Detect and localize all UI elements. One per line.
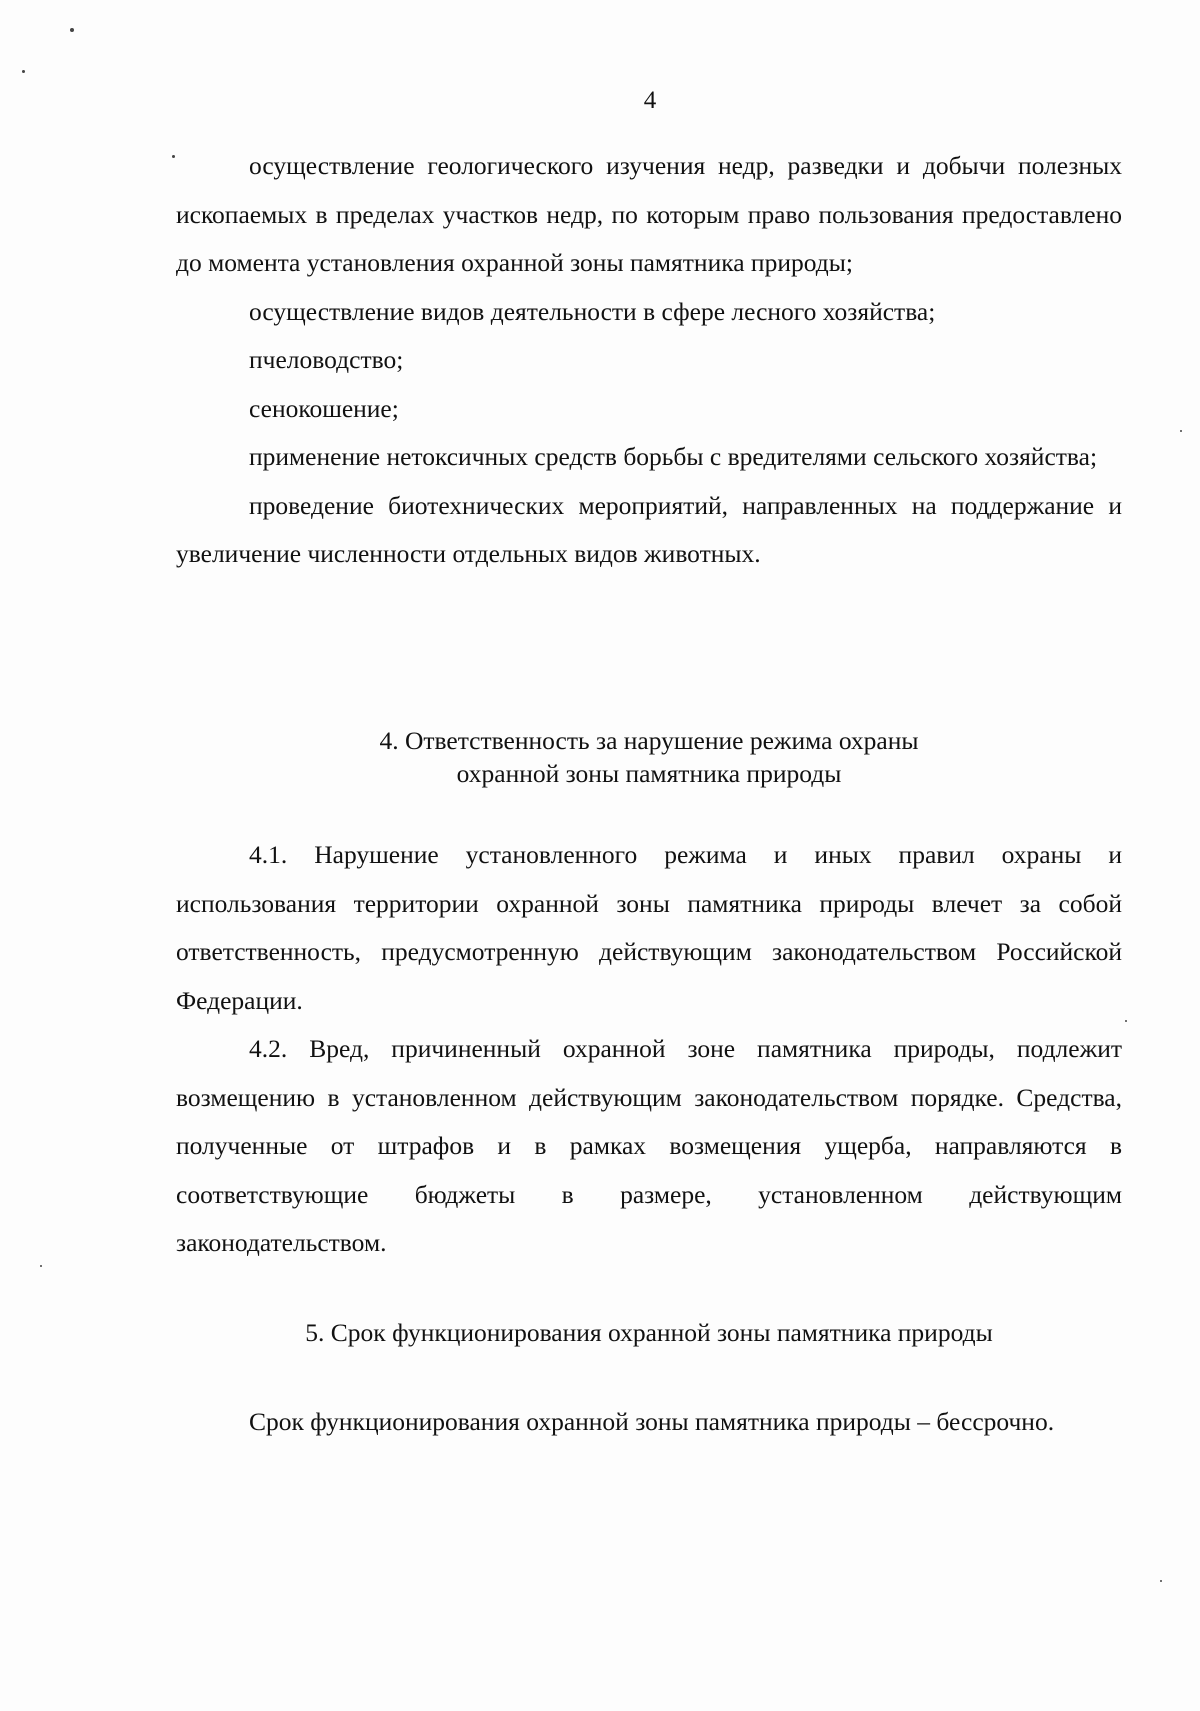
list-item: пчеловодство; bbox=[249, 345, 404, 374]
scan-speck bbox=[172, 155, 175, 158]
page-number: 4 bbox=[643, 87, 657, 114]
section4-heading-line1: 4. Ответственность за нарушение режима охраны bbox=[379, 726, 919, 755]
section4-body bbox=[176, 831, 1122, 1268]
section5-heading-line: 5. Срок функционирования охранной зоны памятника природы bbox=[305, 1318, 993, 1347]
scan-speck bbox=[70, 28, 74, 32]
list-item: сенокошение; bbox=[249, 393, 399, 423]
scan-speck bbox=[40, 1265, 42, 1267]
section3-list bbox=[176, 142, 1122, 579]
scan-speck bbox=[1180, 430, 1182, 432]
section5-body bbox=[176, 1398, 1122, 1447]
list-item: применение нетоксичных средств борьбы с вредителями сельского хозяйства; bbox=[249, 442, 1098, 471]
paragraph-4-2: 4.2. Вред, причиненный охранной зоне памятника природы, подлежит возмещению в установленном действующим законодательством порядке. Средства, полученные от штрафов и в рамках возмещения ущерба, направляются в соответствующие бюджеты в размере, установленном действующим законодательством. bbox=[176, 1034, 1122, 1257]
list-item: проведение биотехнических мероприятий, направленных на поддержание и увеличение численности отдельных видов животных. bbox=[176, 490, 1122, 568]
paragraph-4-1: 4.1. Нарушение установленного режима и иных правил охраны и использования территории охранной зоны памятника природы влечет за собой ответственность, предусмотренную действующим законодательством Российской Федерации. bbox=[176, 840, 1122, 1015]
section4-heading bbox=[176, 724, 1122, 790]
scan-speck bbox=[22, 70, 25, 73]
section4-heading-line2: охранной зоны памятника природы bbox=[456, 759, 842, 788]
section5-heading bbox=[176, 1316, 1122, 1349]
list-item: осуществление геологического изучения недр, разведки и добычи полезных ископаемых в пределах участков недр, по которым право пользования предоставлено до момента установления охранной зоны памятника природы; bbox=[176, 151, 1122, 277]
scan-speck bbox=[1125, 1020, 1127, 1022]
list-item: осуществление видов деятельности в сфере лесного хозяйства; bbox=[249, 296, 936, 326]
scan-speck bbox=[1160, 1580, 1162, 1582]
paragraph-5: Срок функционирования охранной зоны памятника природы – бессрочно. bbox=[249, 1407, 1055, 1436]
